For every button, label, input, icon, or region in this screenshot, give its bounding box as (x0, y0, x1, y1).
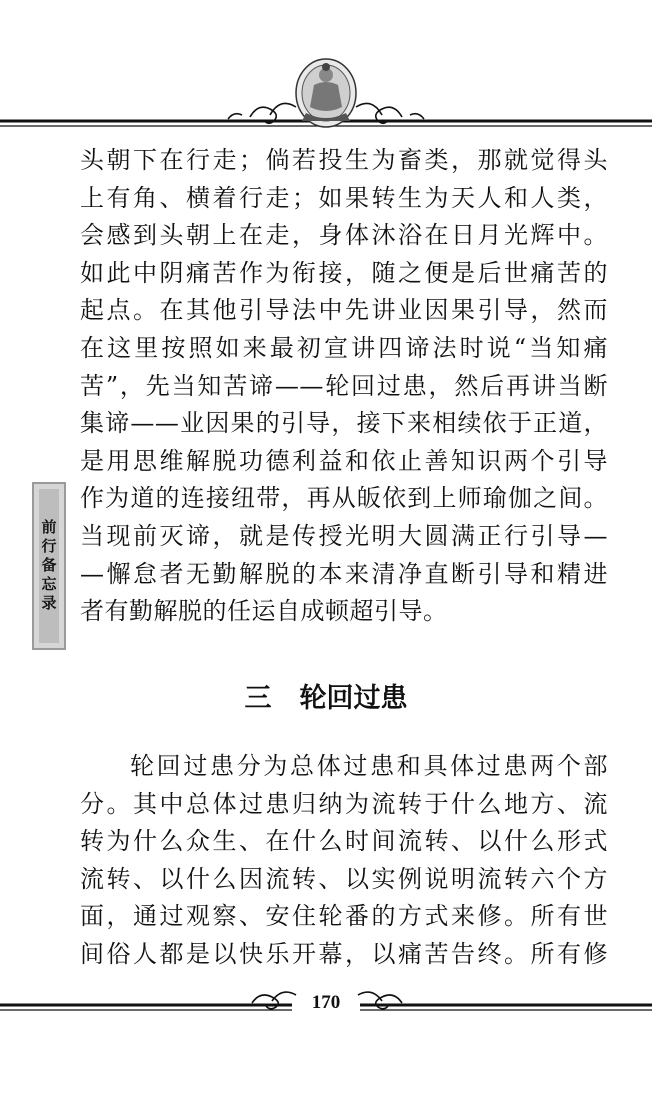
page-number: 170 (311, 992, 341, 1013)
section-number: 三 (244, 683, 272, 714)
header-ornament-icon (0, 55, 652, 135)
text-line: 头朝下在行走；倘若投生为畜类，那就觉得头 (80, 146, 608, 174)
deity-figure-icon (296, 59, 356, 127)
section-title: 轮回过患 (299, 683, 408, 714)
text-line: 间俗人都是以快乐开幕，以痛苦告终。所有修 (80, 939, 608, 968)
body-paragraph-1 (80, 142, 608, 631)
text-line: 是用思维解脱功德利益和依止善知识两个引导 (80, 446, 608, 475)
text-line: 转为什么众生、在什么时间流转、以什么形式 (80, 827, 608, 856)
text-line: 上有角、横着行走；如果转生为天人和人类， (80, 183, 608, 212)
text-line: 如此中阴痛苦作为衔接，随之便是后世痛苦的 (80, 258, 608, 287)
text-line: 起点。在其他引导法中先讲业因果引导，然而 (80, 296, 608, 325)
text-line: 当现前灭谛，就是传授光明大圆满正行引导— (80, 521, 608, 550)
text-line: 者有勤解脱的任运自成顿超引导。 (80, 597, 448, 626)
text-line: 分。其中总体过患归纳为流转于什么地方、流 (80, 789, 608, 818)
text-line: —懈怠者无勤解脱的本来清净直断引导和精进 (80, 559, 608, 588)
text-line: 苦”，先当知苦谛——轮回过患，然后再讲当断 (80, 371, 608, 400)
text-line: 作为道的连接纽带，再从皈依到上师瑜伽之间。 (80, 484, 608, 513)
section-heading (0, 676, 652, 715)
side-tab (32, 482, 66, 650)
side-tab-label: 前行备忘录 (39, 518, 58, 614)
text-line: 在这里按照如来最初宣讲四谛法时说“当知痛 (80, 333, 608, 362)
page-header (0, 55, 652, 135)
text-line: 集谛——业因果的引导，接下来相续依于正道， (80, 409, 608, 438)
text-line: 会感到头朝上在走，身体沐浴在日月光辉中。 (80, 221, 608, 250)
body-paragraph-2 (80, 748, 608, 974)
text-line: 轮回过患分为总体过患和具体过患两个部 (130, 752, 608, 780)
text-line: 流转、以什么因流转、以实例说明流转六个方 (80, 864, 608, 893)
side-tab-inner (39, 489, 59, 643)
text-line: 面，通过观察、安住轮番的方式来修。所有世 (80, 902, 608, 931)
